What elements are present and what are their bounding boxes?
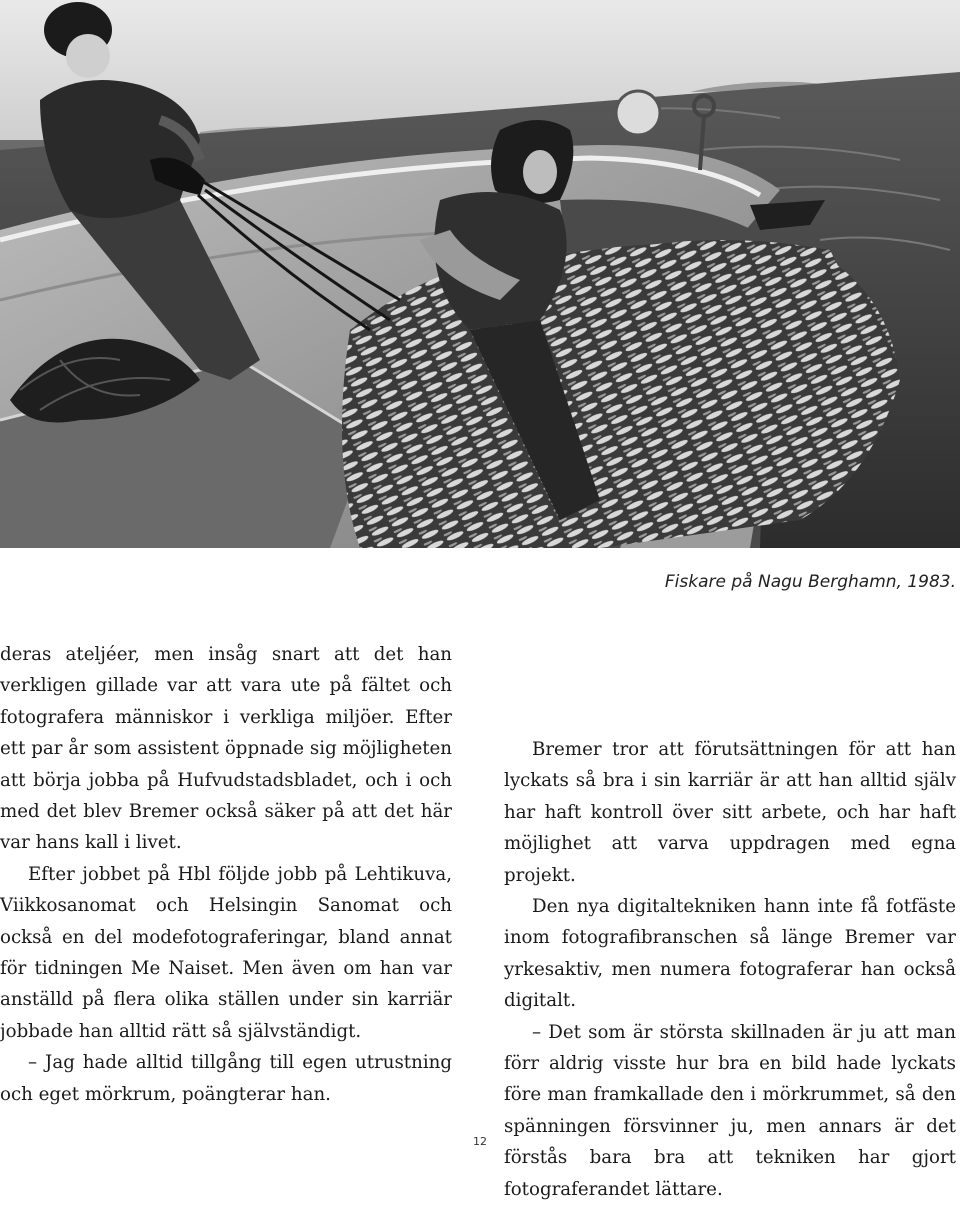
fishermen-photo <box>0 0 960 548</box>
paragraph: deras ateljéer, men insåg snart att det han verkligen gillade var att vara ute på fältet och fotografera människor i verkliga miljöer. Efter ett par år som assistent öppnade sig möjligheten att börja jobba på Hufvudstadsbladet, och i och med det blev Bremer också säker på att det här var hans kall i livet. <box>0 644 452 854</box>
photograph <box>0 0 960 548</box>
paragraph: Bremer tror att förutsättningen för att han lyckats så bra i sin karriär är att han alltid själv har haft kontroll över sitt arbete, och har haft möjlighet att varva uppdragen med egna projekt. <box>504 739 956 886</box>
paragraph: Den nya digitaltekniken hann inte få fotfäste inom fotografibranschen så länge Bremer var yrkesaktiv, men numera fotograferar han också digitalt. <box>504 896 956 1012</box>
paragraph: Efter jobbet på Hbl följde jobb på Lehtikuva, Viikkosanomat och Helsingin Sanomat och också en del modefotograferingar, bland annat för tidningen Me Naiset. Men även om han var anställd på flera olika ställen under sin karriär jobbade han alltid rätt så självständigt. <box>0 863 452 1042</box>
paragraph: – Det som är största skillnaden är ju att man förr aldrig visste hur bra en bild hade lyckats före man framkallade den i mörkrummet, så den spänningen försvinner ju, men annars är det förstås bara bra att tekniken har gjort fotograferandet lättare. <box>504 1021 956 1200</box>
paragraph: – Jag hade alltid tillgång till egen utrustning och eget mörkrum, poängterar han. <box>0 1052 452 1105</box>
text-column-left <box>0 639 452 1110</box>
page-number: 12 <box>473 1135 487 1148</box>
photo-caption: Fiskare på Nagu Berghamn, 1983. <box>664 572 956 592</box>
